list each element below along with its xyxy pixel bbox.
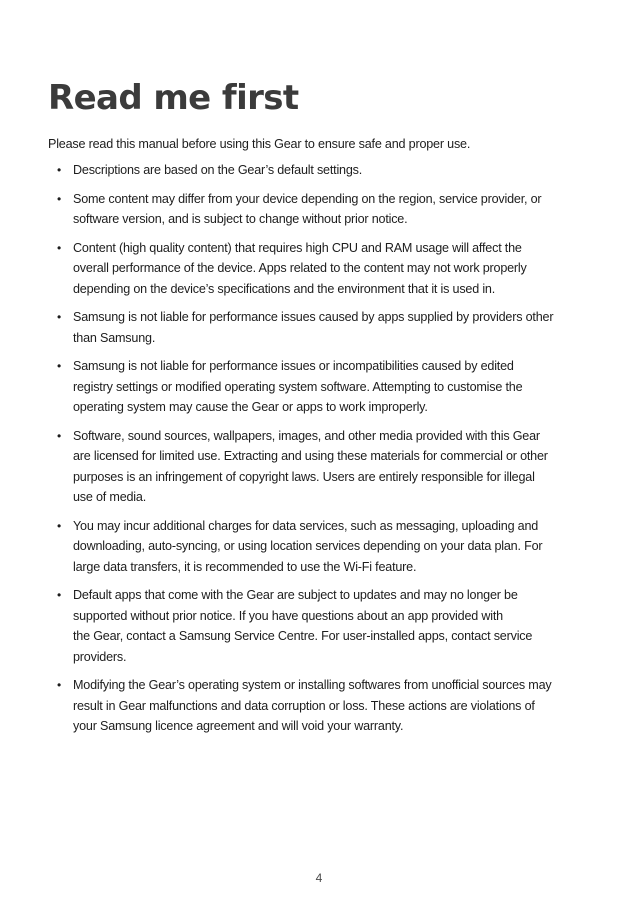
intro-paragraph: Please read this manual before using this Gear to ensure safe and proper use. xyxy=(48,137,471,151)
list-item-text: Samsung is not liable for performance issues or incompatibilities caused by edited registry settings or modified operating system software. Attempting to customise the operating system may cause the Gear or apps to work improperly. xyxy=(73,359,523,414)
list-item xyxy=(48,189,596,230)
list-item xyxy=(48,426,596,508)
bullet-icon: • xyxy=(57,428,62,443)
list-item-text: Content (high quality content) that requires high CPU and RAM usage will affect the overall performance of the device. Apps related to the content may not work properly depending on the device’s specifications and the environment that it is used in. xyxy=(73,240,527,296)
bullet-icon: • xyxy=(57,588,62,602)
page-title: Read me first xyxy=(48,78,299,118)
list-item xyxy=(48,238,596,300)
bullet-icon: • xyxy=(57,240,62,255)
bullet-list xyxy=(48,160,596,745)
list-item-text: Samsung is not liable for performance issues caused by apps supplied by providers other than Samsung. xyxy=(73,310,554,345)
list-item-text: Default apps that come with the Gear are subject to updates and may no longer be supported without prior notice. If you have questions about an app provided with the Gear, contact a Samsung Service Centre. For user-installed apps, contact service providers. xyxy=(73,588,533,664)
list-item xyxy=(48,356,596,418)
bullet-icon: • xyxy=(57,163,62,177)
list-item xyxy=(48,585,596,667)
list-item xyxy=(48,675,596,737)
bullet-icon: • xyxy=(57,359,62,373)
bullet-icon: • xyxy=(57,678,62,692)
list-item-text: Modifying the Gear’s operating system or installing softwares from unofficial sources may result in Gear malfunctions and data corruption or loss. These actions are violations of your Samsung licence agreement and will void your warranty. xyxy=(73,678,552,733)
list-item-text: Some content may differ from your device depending on the region, service provider, or software version, and is subject to change without prior notice. xyxy=(73,191,542,226)
list-item xyxy=(48,516,596,578)
list-item-text: You may incur additional charges for data services, such as messaging, uploading and downloading, auto-syncing, or using location services depending on your data plan. For large data transfers, it is recommended to use the Wi-Fi feature. xyxy=(73,518,543,574)
bullet-icon: • xyxy=(57,518,62,533)
bullet-icon: • xyxy=(57,310,62,324)
bullet-icon: • xyxy=(57,191,62,206)
list-item xyxy=(48,160,596,181)
list-item-text: Software, sound sources, wallpapers, images, and other media provided with this Gear are licensed for limited use. Extracting and using these materials for commercial or other purposes is an infringement of copyright laws. Users are entirely responsible for illegal use of media. xyxy=(73,428,548,504)
list-item xyxy=(48,307,596,348)
list-item-text: Descriptions are based on the Gear’s default settings. xyxy=(73,163,363,177)
page-number: 4 xyxy=(315,871,323,885)
